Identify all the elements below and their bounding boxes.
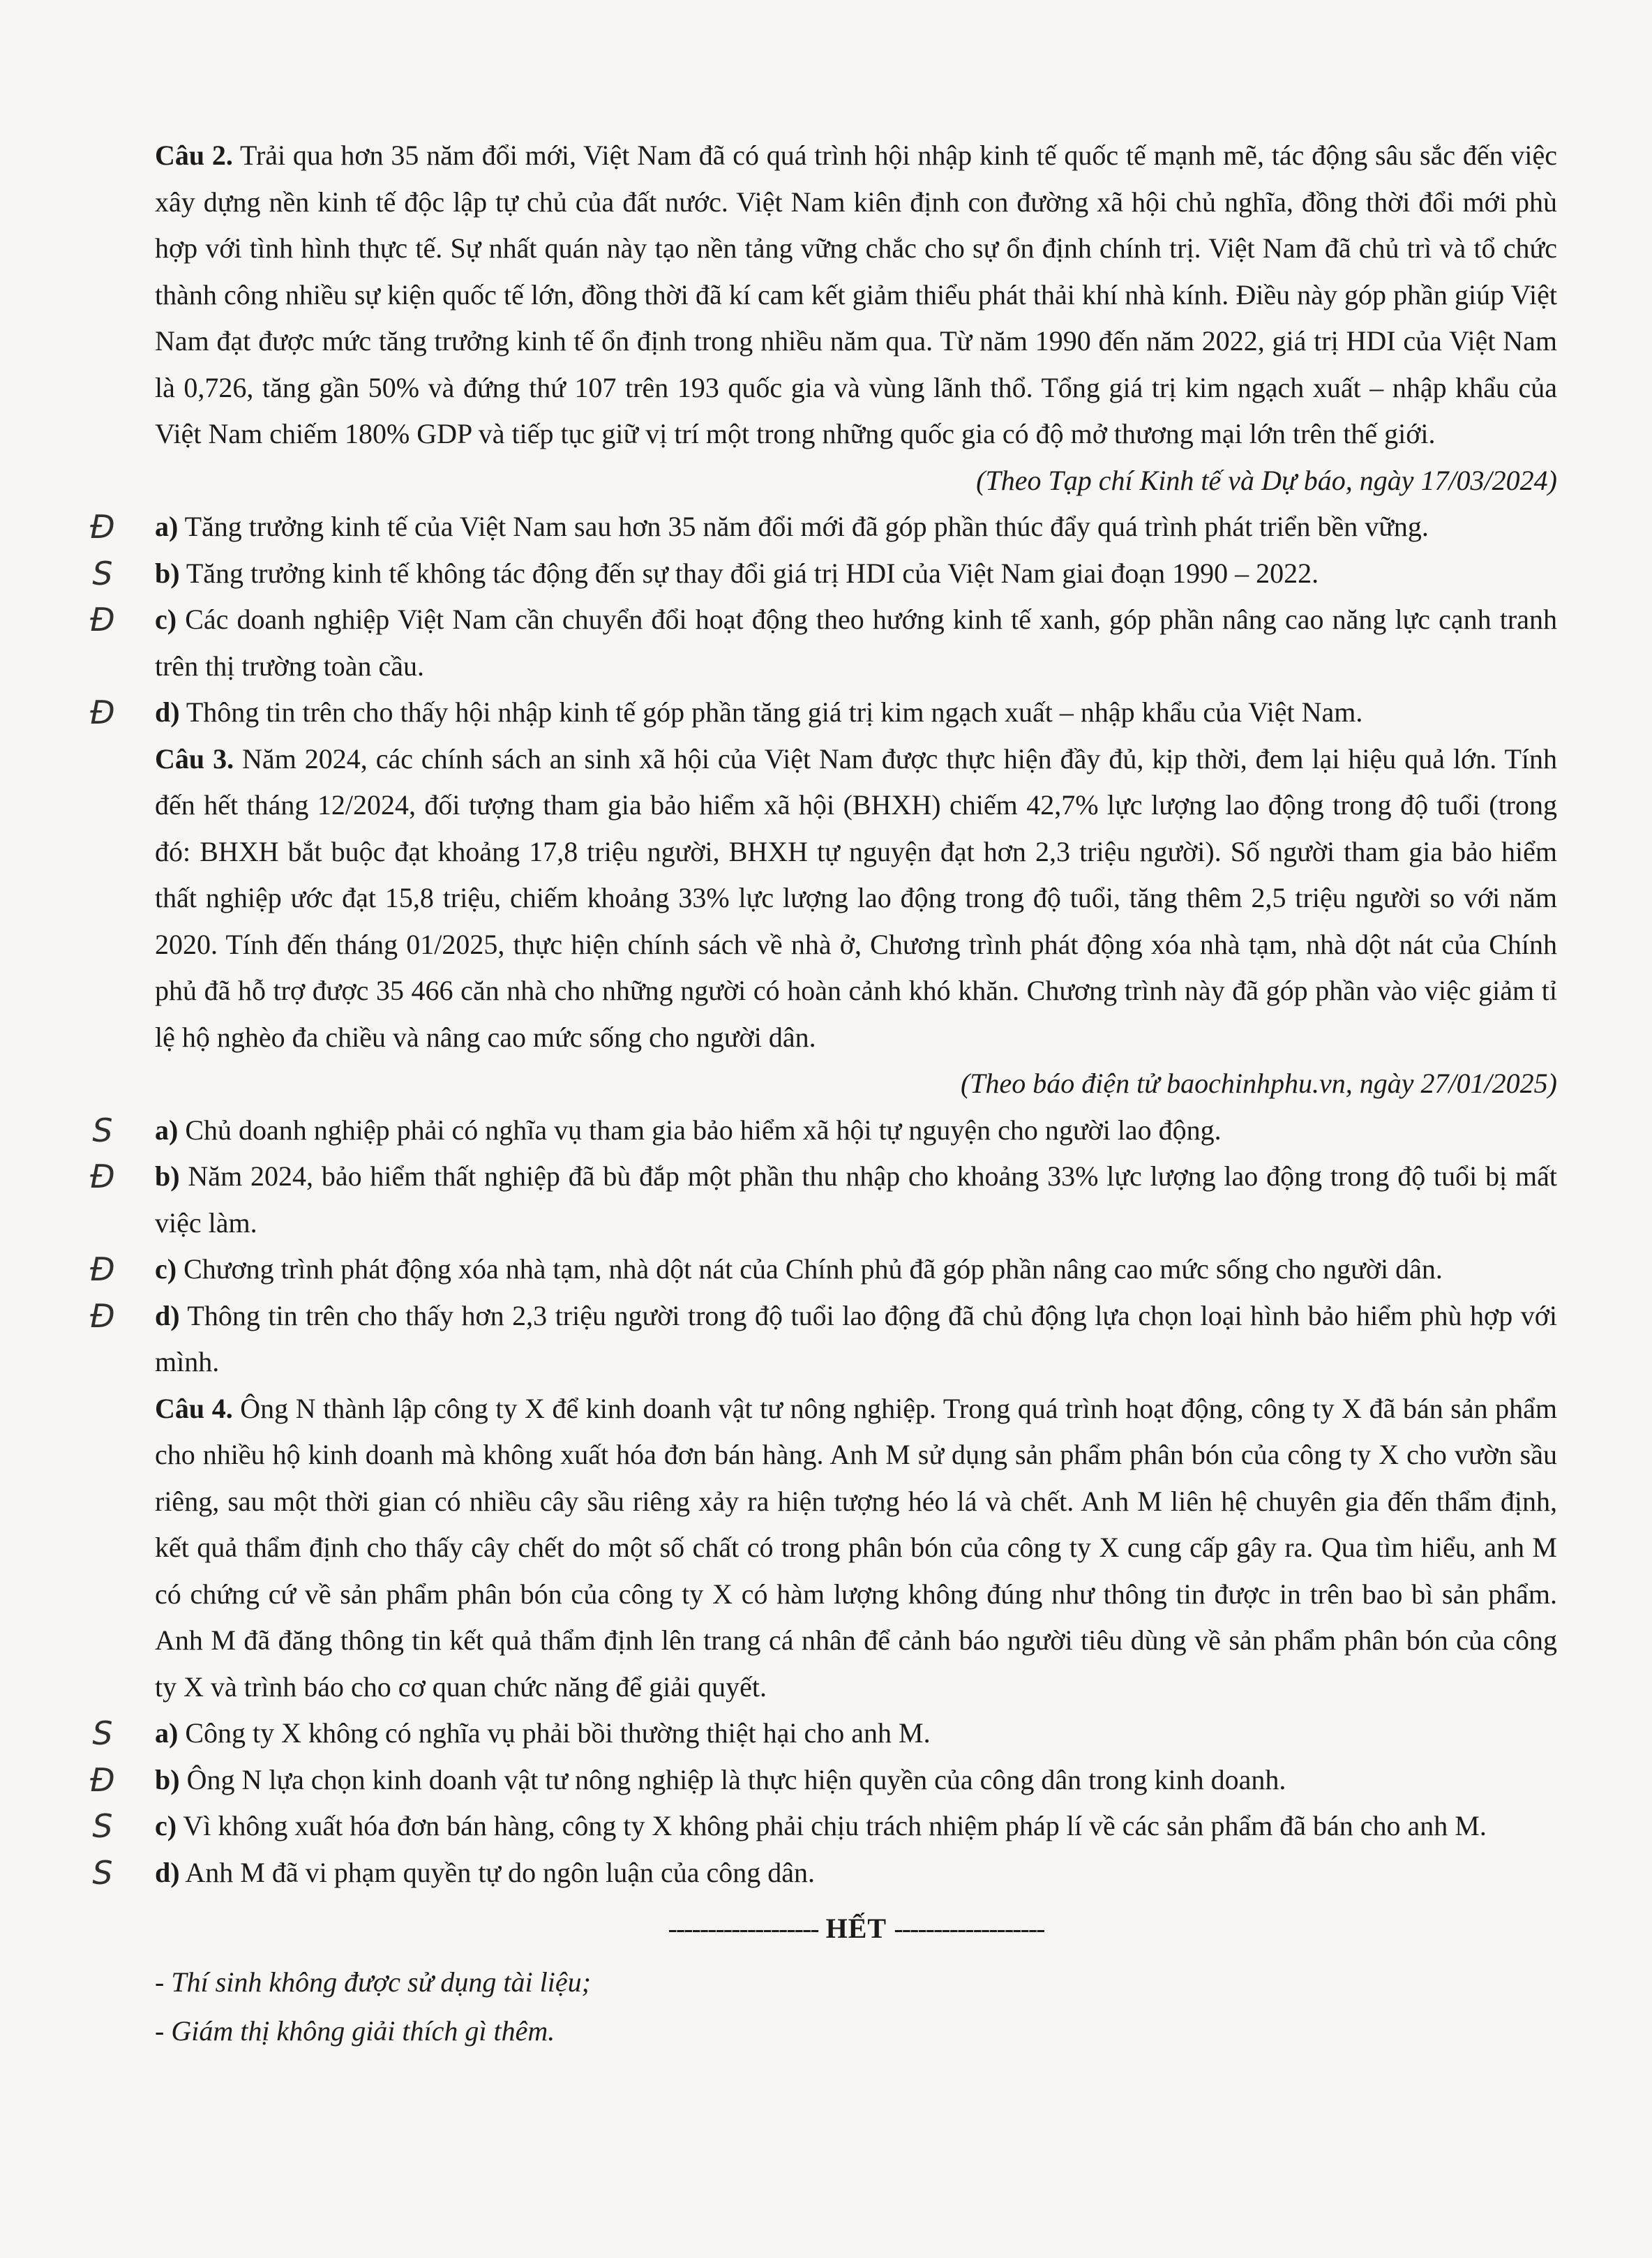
handwritten-mark: Đ xyxy=(90,1250,115,1288)
handwritten-mark: Đ xyxy=(90,508,115,546)
option-c xyxy=(90,597,1557,689)
option-c xyxy=(92,1803,1557,1850)
option-label: c) xyxy=(155,1253,177,1285)
option-text: Tăng trưởng kinh tế của Việt Nam sau hơn 35 năm đổi mới đã góp phần thúc đẩy quá trình phát triển bền vững. xyxy=(184,511,1429,542)
option-label: a) xyxy=(155,1717,179,1749)
handwritten-mark: S xyxy=(92,554,113,592)
handwritten-mark: Đ xyxy=(90,601,115,638)
question-4 xyxy=(90,1386,1558,1897)
handwritten-mark: S xyxy=(92,1111,113,1149)
option-a xyxy=(92,1710,1557,1757)
option-text: Chủ doanh nghiệp phải có nghĩa vụ tham gia bảo hiểm xã hội tự nguyện cho người lao động. xyxy=(185,1114,1222,1146)
option-text: Thông tin trên cho thấy hơn 2,3 triệu người trong độ tuổi lao động đã chủ động lựa chọn loại hình bảo hiểm phù hợp với mình. xyxy=(155,1299,1558,1377)
note-line: - Thí sinh không được sử dụng tài liệu; xyxy=(155,1966,591,1998)
question-source: (Theo Tạp chí Kinh tế và Dự báo, ngày 17/03/2024) xyxy=(976,464,1557,496)
option-label: d) xyxy=(155,696,180,728)
option-text: Chương trình phát động xóa nhà tạm, nhà dột nát của Chính phủ đã góp phần nâng cao mức sống cho người dân. xyxy=(183,1253,1443,1285)
question-label: Câu 3. xyxy=(155,742,234,775)
question-text: Ông N thành lập công ty X để kinh doanh vật tư nông nghiệp. Trong quá trình hoạt động, công ty X đã bán sản phẩm cho nhiều hộ kinh doanh mà không xuất hóa đơn bán hàng. Anh M sử dụng sản phẩm phân bón của công ty X cho vườn sầu riêng, sau một thời gian có nhiều cây sầu riêng xảy ra hiện tượng héo lá và chết. Anh M liên hệ chuyên gia đến thẩm định, kết quả thẩm định cho thấy cây chết do một số chất có trong phân bón của công ty X cung cấp gây ra. Qua tìm hiểu, anh M có chứng cứ về sản phẩm phân bón của công ty X có hàm lượng không đúng như thông tin được in trên bao bì sản phẩm. Anh M đã đăng thông tin kết quả thẩm định lên trang cá nhân để cảnh báo người tiêu dùng về sản phẩm phân bón của công ty X và trình báo cho cơ quan chức năng để giải quyết. xyxy=(155,1392,1558,1703)
question-label: Câu 4. xyxy=(155,1392,233,1424)
option-text: Các doanh nghiệp Việt Nam cần chuyển đổi hoạt động theo hướng kinh tế xanh, góp phần nâng cao năng lực cạnh tranh trên thị trường toàn cầu. xyxy=(155,604,1557,682)
option-label: a) xyxy=(155,511,179,542)
question-stem xyxy=(155,1386,1557,1711)
handwritten-mark: S xyxy=(92,1853,113,1892)
handwritten-mark: S xyxy=(92,1714,113,1752)
option-label: d) xyxy=(155,1856,180,1888)
option-label: a) xyxy=(155,1114,179,1146)
option-text: Tăng trưởng kinh tế không tác động đến sự thay đổi giá trị HDI của Việt Nam giai đoạn 1990 – 2022. xyxy=(186,557,1319,589)
handwritten-mark: Đ xyxy=(90,1760,115,1799)
option-label: c) xyxy=(155,604,177,635)
option-a xyxy=(92,1107,1557,1154)
option-text: Năm 2024, bảo hiểm thất nghiệp đã bù đắp một phần thu nhập cho khoảng 33% lực lượng lao động trong độ tuổi bị mất việc làm. xyxy=(155,1160,1558,1239)
option-c xyxy=(90,1246,1557,1293)
question-stem xyxy=(155,133,1557,458)
option-label: b) xyxy=(155,557,180,589)
question-3 xyxy=(90,736,1558,1386)
option-text: Công ty X không có nghĩa vụ phải bồi thường thiệt hại cho anh M. xyxy=(185,1717,931,1749)
end-label: HẾT xyxy=(825,1913,887,1944)
option-text: Ông N lựa chọn kinh doanh vật tư nông nghiệp là thực hiện quyền của công dân trong kinh doanh. xyxy=(186,1763,1286,1795)
option-b xyxy=(92,551,1557,597)
question-stem xyxy=(155,736,1557,1061)
end-dash-right: ------------------- xyxy=(894,1913,1044,1944)
note-line: - Giám thị không giải thích gì thêm. xyxy=(155,2014,555,2047)
question-source: (Theo báo điện tử baochinhphu.vn, ngày 27/01/2025) xyxy=(960,1068,1557,1099)
option-b xyxy=(90,1153,1558,1246)
handwritten-mark: Đ xyxy=(90,1296,115,1335)
option-text: Vì không xuất hóa đơn bán hàng, công ty X không phải chịu trách nhiệm pháp lí về các sản phẩm đã bán cho anh M. xyxy=(183,1810,1487,1841)
option-d xyxy=(90,1293,1558,1386)
option-label: b) xyxy=(155,1763,180,1795)
option-d xyxy=(90,689,1557,736)
question-2 xyxy=(90,133,1557,736)
handwritten-mark: Đ xyxy=(90,694,115,731)
option-text: Thông tin trên cho thấy hội nhập kinh tế góp phần tăng giá trị kim ngạch xuất – nhập khẩu của Việt Nam. xyxy=(186,696,1363,728)
exam-notes xyxy=(155,1958,1557,2056)
handwritten-mark: Đ xyxy=(90,1158,115,1195)
end-marker xyxy=(155,1906,1557,1952)
question-text: Trải qua hơn 35 năm đổi mới, Việt Nam đã có quá trình hội nhập kinh tế quốc tế mạnh mẽ, tác động sâu sắc đến việc xây dựng nền kinh tế độc lập tự chủ của đất nước. Việt Nam kiên định con đường xã hội chủ nghĩa, đồng thời đổi mới phù hợp với tình hình thực tế. Sự nhất quán này tạo nền tảng vững chắc cho sự ổn định chính trị. Việt Nam đã chủ trì và tổ chức thành công nhiều sự kiện quốc tế lớn, đồng thời đã kí cam kết giảm thiểu phát thải khí nhà kính. Điều này góp phần giúp Việt Nam đạt được mức tăng trưởng kinh tế ổn định trong nhiều năm qua. Từ năm 1990 đến năm 2022, giá trị HDI của Việt Nam là 0,726, tăng gần 50% và đứng thứ 107 trên 193 quốc gia và vùng lãnh thổ. Tổng giá trị kim ngạch xuất – nhập khẩu của Việt Nam chiếm 180% GDP và tiếp tục giữ vị trí một trong những quốc gia có độ mở thương mại lớn trên thế giới. xyxy=(155,140,1557,449)
exam-page xyxy=(90,133,1558,2056)
option-label: d) xyxy=(155,1299,180,1331)
option-a xyxy=(90,504,1557,551)
option-label: b) xyxy=(155,1160,180,1192)
option-d xyxy=(92,1850,1557,1897)
handwritten-mark: S xyxy=(92,1807,113,1845)
question-text: Năm 2024, các chính sách an sinh xã hội của Việt Nam được thực hiện đầy đủ, kịp thời, đem lại hiệu quả lớn. Tính đến hết tháng 12/2024, đối tượng tham gia bảo hiểm xã hội (BHXH) chiếm 42,7% lực lượng lao động trong độ tuổi (trong đó: BHXH bắt buộc đạt khoảng 17,8 triệu người, BHXH tự nguyện đạt hơn 2,3 triệu người). Số người tham gia bảo hiểm thất nghiệp ước đạt 15,8 triệu, chiếm khoảng 33% lực lượng lao động trong độ tuổi, tăng thêm 2,5 triệu người so với năm 2020. Tính đến tháng 01/2025, thực hiện chính sách về nhà ở, Chương trình phát động xóa nhà tạm, nhà dột nát của Chính phủ đã hỗ trợ được 35 466 căn nhà cho những người có hoàn cảnh khó khăn. Chương trình này đã góp phần vào việc giảm tỉ lệ hộ nghèo đa chiều và nâng cao mức sống cho người dân. xyxy=(155,742,1557,1053)
option-label: c) xyxy=(155,1810,177,1841)
question-label: Câu 2. xyxy=(155,140,233,171)
option-b xyxy=(90,1757,1557,1804)
end-dash-left: ------------------- xyxy=(668,1913,818,1944)
option-text: Anh M đã vi phạm quyền tự do ngôn luận của công dân. xyxy=(185,1856,815,1888)
